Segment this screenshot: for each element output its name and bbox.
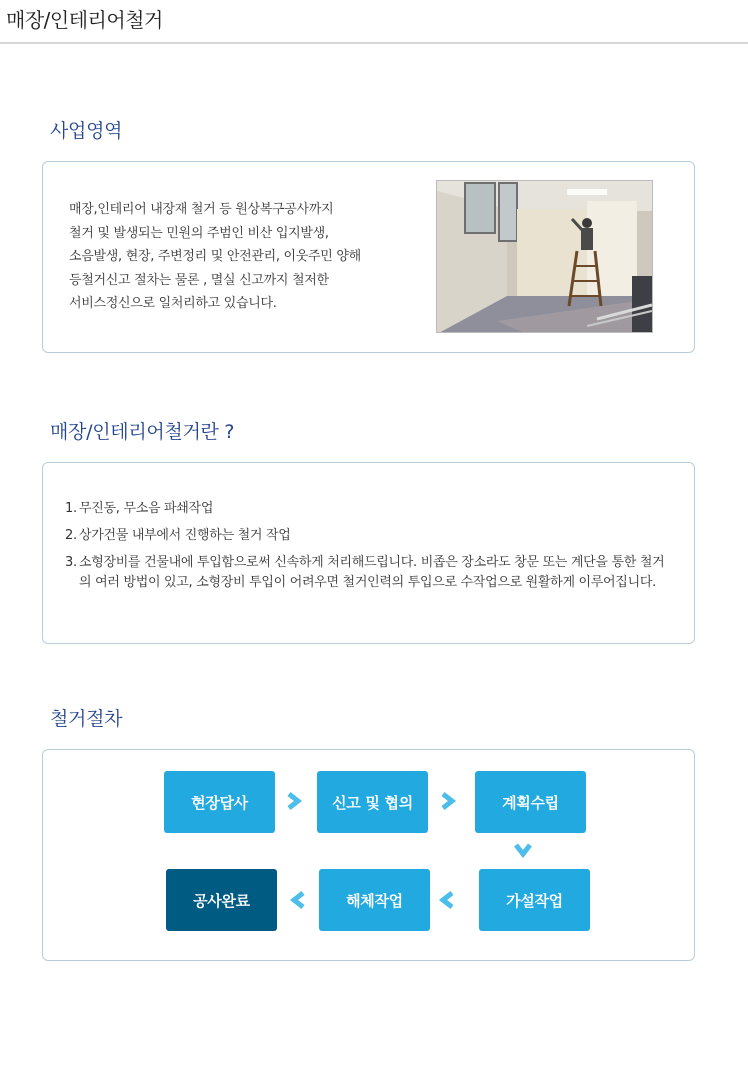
step-complete: 공사완료 [166, 869, 277, 931]
business-area-text [69, 198, 409, 316]
procedure-title: 철거절차 [50, 708, 123, 730]
step-temporary-work: 가설작업 [479, 869, 590, 931]
list-item-text: 소형장비를 건물내에 투입함으로써 신속하게 처리해드립니다. 비좁은 장소라도 창문 또는 계단을 통한 철거의 여러 방법이 있고, 소형장비 투입이 어려우면 철거인력의 투입으로 수작업으로 원활하게 이루어집니다. [79, 555, 665, 590]
page-title: 매장/인테리어철거 [6, 8, 163, 32]
list-item-number: 2. [65, 528, 77, 543]
chevron-left-icon [438, 891, 456, 909]
procedure-box [42, 749, 695, 961]
definition-title: 매장/인테리어철거란 ? [50, 421, 235, 443]
chevron-down-icon [514, 841, 532, 859]
list-item-number: 1. [65, 501, 77, 516]
business-area-line: 등철거신고 절차는 물론 , 멸실 신고까지 철저한 [69, 272, 329, 288]
page-header [0, 0, 748, 44]
chevron-right-icon [439, 792, 457, 810]
step-site-survey: 현장답사 [164, 771, 275, 833]
business-area-box [42, 161, 695, 353]
demolition-site-photo [436, 180, 653, 333]
business-area-line: 철거 및 발생되는 민원의 주범인 비산 입지발생, [69, 225, 329, 241]
business-area-title: 사업영역 [50, 120, 123, 142]
step-dismantling: 해체작업 [319, 869, 430, 931]
business-area-line: 서비스정신으로 일처리하고 있습니다. [69, 296, 277, 311]
business-area-line: 매장,인테리어 내장재 철거 등 원상복구공사까지 [69, 202, 334, 217]
list-item [65, 553, 665, 593]
definition-box [42, 462, 695, 644]
list-item [65, 499, 665, 519]
chevron-left-icon [289, 891, 307, 909]
definition-list [65, 499, 665, 600]
list-item-text: 상가건물 내부에서 진행하는 철거 작업 [79, 528, 291, 543]
list-item-number: 3. [65, 555, 77, 570]
business-area-line: 소음발생, 현장, 주변정리 및 안전관리, 이웃주민 양해 [69, 249, 361, 264]
step-report-consult: 신고 및 협의 [317, 771, 428, 833]
list-item-text: 무진동, 무소음 파쇄작업 [79, 501, 214, 516]
list-item [65, 526, 665, 546]
chevron-right-icon [285, 792, 303, 810]
step-planning: 계획수립 [475, 771, 586, 833]
